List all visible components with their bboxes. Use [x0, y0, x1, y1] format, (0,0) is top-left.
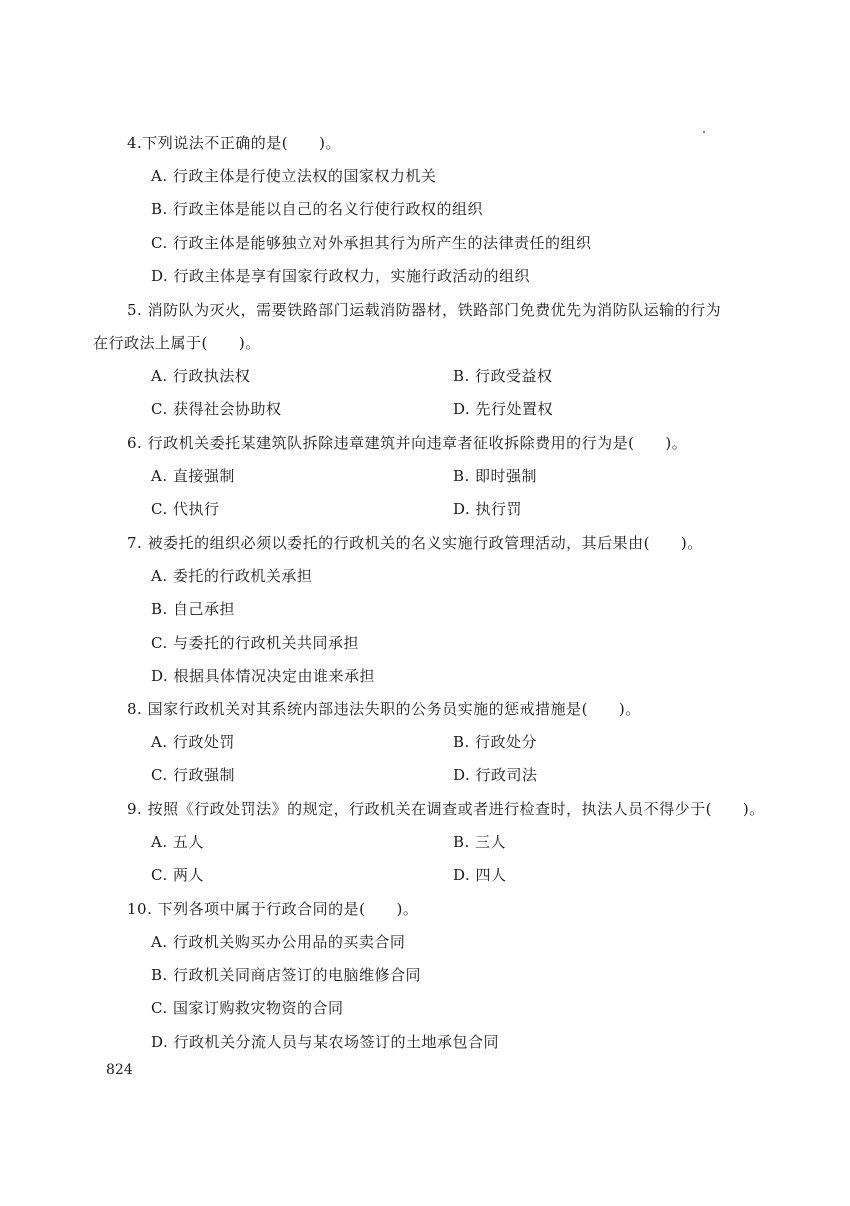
scan-speck	[703, 131, 705, 133]
question-7-option-d: D. 根据具体情况决定由谁来承担	[151, 667, 376, 685]
question-10-option-a: A. 行政机关购买办公用品的买卖合同	[151, 933, 406, 951]
question-6-option-d: D. 执行罚	[453, 500, 523, 518]
question-8-option-a: A. 行政处罚	[151, 733, 235, 751]
question-7-option-a: A. 委托的行政机关承担	[151, 567, 313, 585]
question-7-option-b: B. 自己承担	[151, 600, 236, 618]
question-5-option-a: A. 行政执法权	[151, 367, 251, 385]
question-5-stem-line1: 5. 消防队为灭火，需要铁路部门运载消防器材，铁路部门免费优先为消防队运输的行为	[127, 301, 722, 319]
question-7-option-c: C. 与委托的行政机关共同承担	[151, 634, 359, 652]
question-5-option-d: D. 先行处置权	[453, 400, 554, 418]
question-5-option-c: C. 获得社会协助权	[151, 400, 282, 418]
question-9-stem: 9. 按照《行政处罚法》的规定，行政机关在调查或者进行检查时，执法人员不得少于( )。	[127, 800, 765, 818]
question-5-option-b: B. 行政受益权	[453, 367, 553, 385]
question-8-option-d: D. 行政司法	[453, 766, 538, 784]
question-8-option-b: B. 行政处分	[453, 733, 538, 751]
question-8-option-c: C. 行政强制	[151, 766, 235, 784]
question-4-option-d: D. 行政主体是享有国家行政权力，实施行政活动的组织	[151, 267, 531, 285]
question-4-option-c: C. 行政主体是能够独立对外承担其行为所产生的法律责任的组织	[151, 234, 592, 252]
question-8-stem: 8. 国家行政机关对其系统内部违法失职的公务员实施的惩戒措施是( )。	[127, 700, 641, 718]
question-4-option-a: A. 行政主体是行使立法权的国家权力机关	[151, 167, 437, 185]
page-number: 824	[106, 1062, 133, 1078]
question-5-stem-line2: 在行政法上属于( )。	[93, 334, 261, 352]
question-6-option-b: B. 即时强制	[453, 467, 538, 485]
question-10-stem: 10. 下列各项中属于行政合同的是( )。	[127, 900, 419, 918]
question-10-option-d: D. 行政机关分流人员与某农场签订的土地承包合同	[151, 1033, 500, 1051]
question-6-stem: 6. 行政机关委托某建筑队拆除违章建筑并向违章者征收拆除费用的行为是( )。	[127, 434, 688, 452]
question-9-option-c: C. 两人	[151, 866, 204, 884]
question-10-option-c: C. 国家订购救灾物资的合同	[151, 999, 344, 1017]
question-4-stem: 4.下列说法不正确的是( )。	[127, 134, 342, 152]
question-7-stem: 7. 被委托的组织必须以委托的行政机关的名义实施行政管理活动，其后果由( )。	[127, 534, 703, 552]
question-9-option-a: A. 五人	[151, 833, 204, 851]
question-9-option-b: B. 三人	[453, 833, 507, 851]
question-9-option-d: D. 四人	[453, 866, 507, 884]
question-4-option-b: B. 行政主体是能以自己的名义行使行政权的组织	[151, 200, 484, 218]
question-6-option-c: C. 代执行	[151, 500, 220, 518]
question-6-option-a: A. 直接强制	[151, 467, 235, 485]
question-10-option-b: B. 行政机关同商店签订的电脑维修合同	[151, 966, 422, 984]
